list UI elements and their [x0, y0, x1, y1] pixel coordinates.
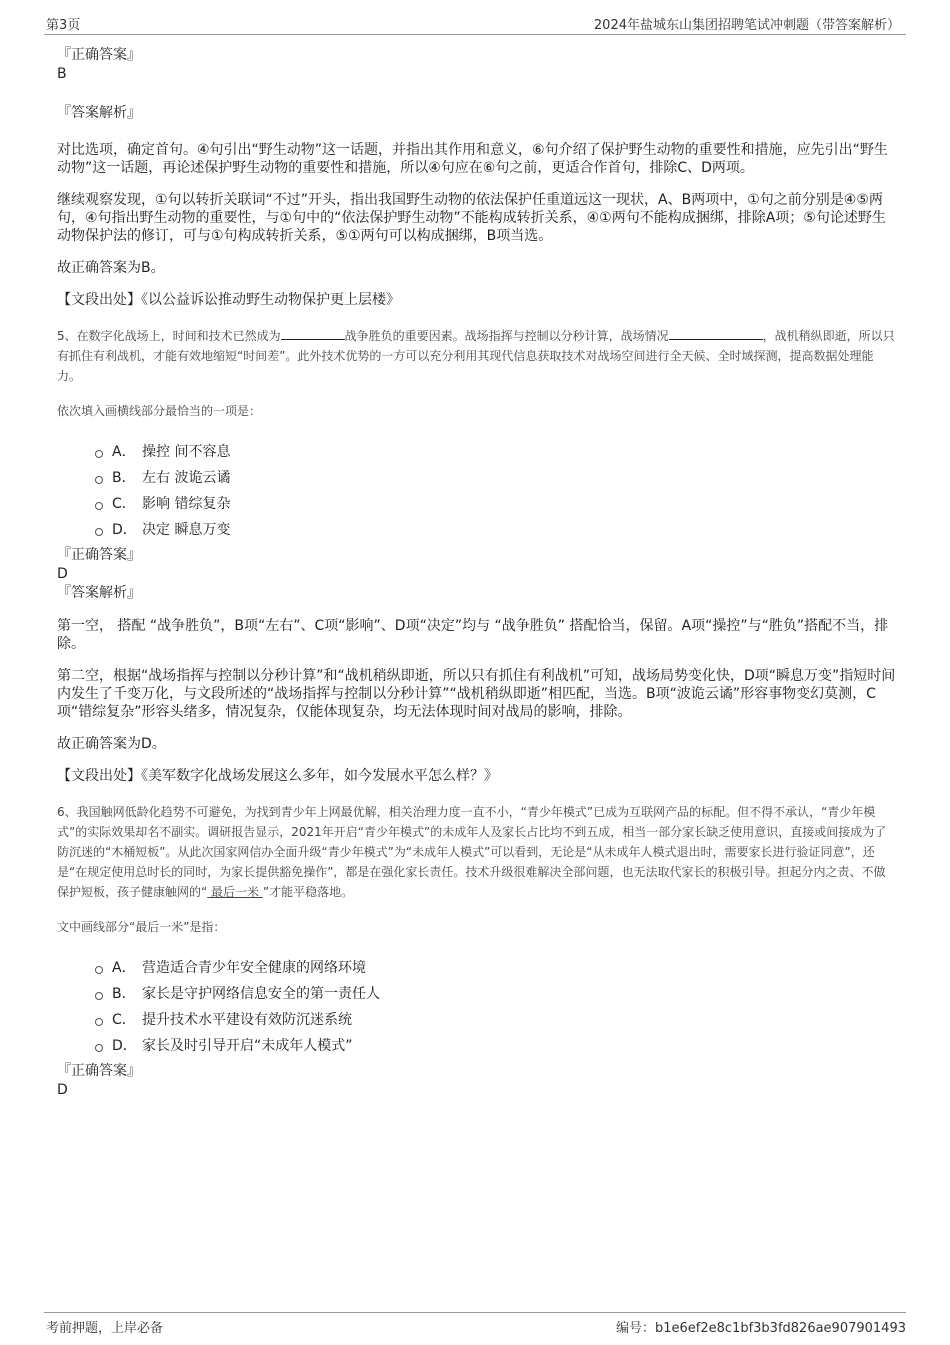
- option-b[interactable]: B． 左右 波诡云谲: [95, 464, 897, 490]
- question-5-text: 5、在数字化战场上，时间和技术已然成为 战争胜负的重要因素。战场指挥与控制以分秒计算，战场情况 ，战机稍纵即逝，所以只有抓住有利战机，才能有效地缩短“时间差”。此外技术优势的一方可以充分利用其现代信息获取技术对战场空间进行全天候、全时域探测，提高数据处理能力。: [57, 329, 895, 383]
- document-code: 编号：b1e6ef2e8c1bf3b3fd826ae907901493: [615, 1321, 906, 1336]
- option-b[interactable]: B． 家长是守护网络信息安全的第一责任人: [95, 980, 897, 1006]
- correct-answer-value: D: [57, 566, 68, 582]
- explanation-paragraph: 继续观察发现，①句以转折关联词“不过”开头，指出我国野生动物的依法保护任重道远这一现状，A、B两项中，①句之前分别是④⑤两句，④句指出野生动物的重要性，与①句中的“依法保护野生动物”不能构成转折关系，④①两句不能构成捆绑，排除A项；⑤句论述野生动物保护法的修订，可与①句构成转折关系，⑤①两句可以构成捆绑，B项当选。: [57, 192, 886, 244]
- footer-slogan: 考前押题，上岸必备: [46, 1321, 164, 1336]
- explanation-conclusion: 故正确答案为D。: [57, 736, 166, 752]
- option-d[interactable]: D． 决定 瞬息万变: [95, 516, 897, 542]
- radio-icon[interactable]: [95, 992, 103, 1000]
- source-citation: 【文段出处】《美军数字化战场发展这么多年，如今发展水平怎么样？》: [57, 768, 498, 784]
- radio-icon[interactable]: [95, 966, 103, 974]
- explanation-paragraph: 第一空， 搭配 “战争胜负”，B项“左右”、C项“影响”、D项“决定”均与 “战争胜负” 搭配恰当，保留。A项“操控”与“胜负”搭配不当，排除。: [57, 618, 889, 652]
- question-5-prompt: 依次填入画横线部分最恰当的一项是：: [57, 404, 262, 418]
- explanation-conclusion: 故正确答案为B。: [57, 260, 165, 276]
- page-header: [44, 12, 906, 35]
- page-number: 第3页: [46, 18, 81, 33]
- option-a[interactable]: A． 操控 间不容息: [95, 438, 897, 464]
- radio-icon[interactable]: [95, 1044, 103, 1052]
- radio-icon[interactable]: [95, 502, 103, 510]
- page-content: [57, 46, 897, 1100]
- correct-answer-label: 『正确答案』: [57, 1063, 141, 1079]
- explanation-label: 『答案解析』: [57, 105, 141, 121]
- option-c[interactable]: C． 影响 错综复杂: [95, 490, 897, 516]
- explanation-paragraph: 第二空，根据“战场指挥与控制以分秒计算”和“战机稍纵即逝，所以只有抓住有利战机”可知，战场局势变化快，D项“瞬息万变”指短时间内发生了千变万化，与文段所述的“战场指挥与控制以分秒计算”“战机稍纵即逝”相匹配，当选。B项“波诡云谲”形容事物变幻莫测，C项“错综复杂”形容头绪多，情况复杂，仅能体现复杂，均无法体现时间对战局的影响，排除。: [57, 668, 896, 720]
- page-footer: [44, 1312, 906, 1337]
- source-citation: 【文段出处】《以公益诉讼推动野生动物保护更上层楼》: [57, 292, 400, 308]
- correct-answer-value: B: [57, 66, 67, 82]
- explanation-paragraph: 对比选项，确定首句。④句引出“野生动物”这一话题，并指出其作用和意义，⑥句介绍了保护野生动物的重要性和措施，应先引出“野生动物”这一话题，再论述保护野生动物的重要性和措施，所以④句应在⑥句之前，更适合作首句，排除C、D两项。: [57, 142, 888, 176]
- radio-icon[interactable]: [95, 476, 103, 484]
- correct-answer-value: D: [57, 1082, 68, 1098]
- question-6-options: [95, 954, 897, 1058]
- option-c[interactable]: C． 提升技术水平建设有效防沉迷系统: [95, 1006, 897, 1032]
- explanation-label: 『答案解析』: [57, 585, 141, 601]
- correct-answer-label: 『正确答案』: [57, 547, 141, 563]
- question-6-prompt: 文中画线部分“最后一米”是指：: [57, 920, 226, 934]
- fill-blank: [669, 327, 763, 340]
- correct-answer-label: 『正确答案』: [57, 47, 141, 63]
- option-a[interactable]: A． 营造适合青少年安全健康的网络环境: [95, 954, 897, 980]
- radio-icon[interactable]: [95, 1018, 103, 1026]
- question-5-options: [95, 438, 897, 542]
- option-d[interactable]: D． 家长及时引导开启“未成年人模式”: [95, 1032, 897, 1058]
- fill-blank: [281, 327, 345, 340]
- question-6-text: 6、我国触网低龄化趋势不可避免，为找到青少年上网最优解，相关治理力度一直不小，“青少年模式”已成为互联网产品的标配。但不得不承认，“青少年模式”的实际效果却名不副实。调研报告显示，2021年开启“青少年模式”的未成年人及家长占比均不到五成，相当一部分家长缺乏使用意识，直接或间接成为了防沉迷的“木桶短板”。从此次国家网信办全面升级“青少年模式”为“未成年人模式”可以看到，无论是“从未成年人模式退出时，需要家长进行验证同意”，还是“在规定使用总时长的同时，为家长提供豁免操作”，都是在强化家长责任。技术升级很难解决全部问题，也无法取代家长的积极引导。担起分内之责、不做保护短板，孩子健康触网的“ 最后一米 ”才能平稳落地。: [57, 805, 887, 899]
- radio-icon[interactable]: [95, 450, 103, 458]
- radio-icon[interactable]: [95, 528, 103, 536]
- underlined-phrase: 最后一米: [207, 885, 263, 899]
- document-title: 2024年盐城东山集团招聘笔试冲刺题（带答案解析）: [593, 18, 900, 33]
